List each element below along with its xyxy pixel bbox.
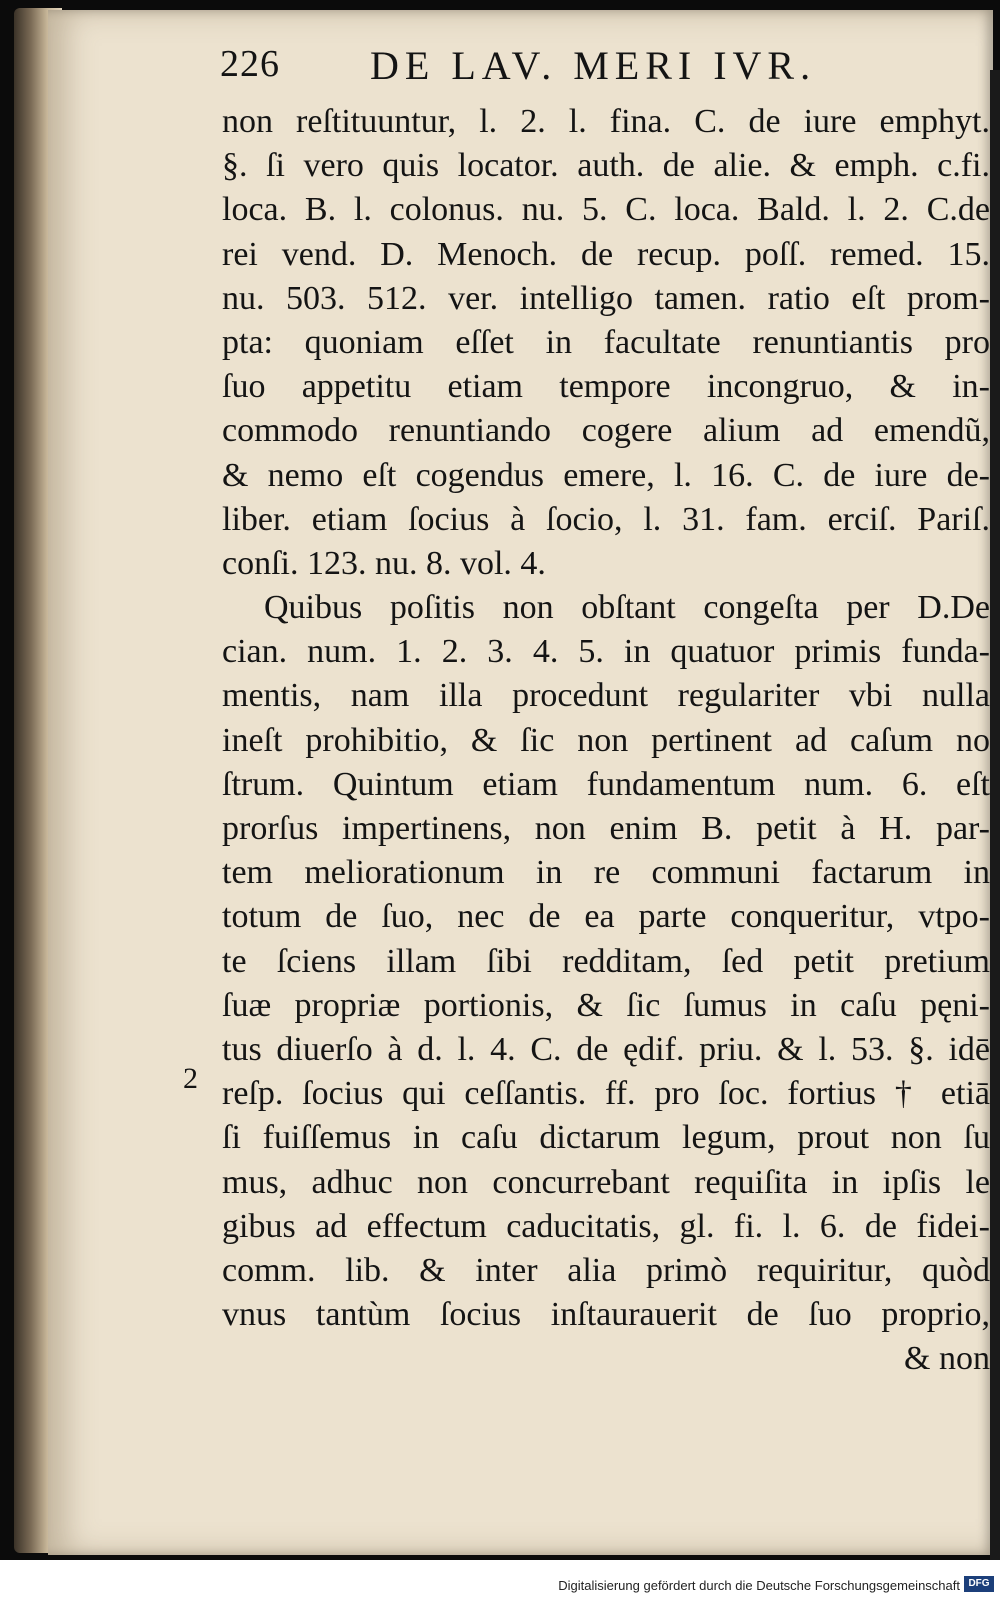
text-line: Quibus poſitis non obſtant congeſta per D.De — [264, 589, 990, 627]
text-line: totum de ſuo, nec de ea parte conqueritur, vtpo- — [222, 898, 990, 936]
text-line: comm. lib. & inter alia primò requiritur, quòd — [222, 1251, 990, 1289]
footer — [0, 1560, 1000, 1613]
text-line: commodo renuntiando cogere alium ad emendũ, — [222, 412, 990, 450]
page-number: 226 — [220, 43, 280, 85]
text-line: ſi fuiſſemus in caſu dictarum legum, prout non ſu — [222, 1119, 990, 1157]
text-line: cian. num. 1. 2. 3. 4. 5. in quatuor primis funda- — [222, 633, 990, 671]
page-header — [220, 34, 990, 94]
text-line: rei vend. D. Menoch. de recup. poſſ. remed. 15. — [222, 235, 990, 273]
text-line: prorſus impertinens, non enim B. petit à H. par- — [222, 810, 990, 847]
text-line: mus, adhuc non concurrebant requiſita in ipſis le — [222, 1163, 990, 1201]
margin-note: 2 — [183, 1062, 198, 1095]
page-edge-shadow — [990, 70, 1000, 1560]
text-line: nu. 503. 512. ver. intelligo tamen. ratio eſt prom- — [222, 279, 990, 317]
text-line: loca. B. l. colonus. nu. 5. C. loca. Bald. l. 2. C.de — [222, 191, 990, 229]
text-line: tus diuerſo à d. l. 4. C. de ędif. priu. & l. 53. §. idē — [222, 1030, 990, 1068]
text-line: ſuæ propriæ portionis, & ſic ſumus in caſu pęni- — [222, 986, 990, 1024]
text-line: vnus tantùm ſocius inſtaurauerit de ſuo proprio, — [222, 1296, 990, 1334]
text-line: gibus ad effectum caducitatis, gl. fi. l. 6. de fidei- — [222, 1207, 990, 1245]
text-line: non reſtituuntur, l. 2. l. fina. C. de iure emphyt. — [222, 103, 990, 140]
body-text — [222, 100, 990, 1381]
text-line: reſp. ſocius qui ceſſantis. ff. pro ſoc. fortius † etiā — [222, 1075, 990, 1113]
text-line: pta: quoniam eſſet in facultate renuntiantis pro — [222, 323, 990, 361]
dfg-logo-icon: DFG — [964, 1576, 994, 1592]
text-line: conſi. 123. nu. 8. vol. 4. — [222, 544, 546, 582]
digitization-credit: Digitalisierung gefördert durch die Deutsche Forschungsgemeinschaft — [558, 1578, 960, 1593]
text-line: & nemo eſt cogendus emere, l. 16. C. de iure de- — [222, 456, 990, 494]
text-line: §. ſi vero quis locator. auth. de alie. & emph. c.fi. — [222, 147, 990, 185]
text-line: mentis, nam illa procedunt regulariter vbi nulla — [222, 677, 990, 715]
running-title: DE LAV. MERI IVR. — [370, 43, 817, 88]
text-line: liber. etiam ſocius à ſocio, l. 31. fam. erciſ. Pariſ. — [222, 500, 990, 538]
catchword: & non — [904, 1340, 990, 1378]
text-line: ſuo appetitu etiam tempore incongruo, & in- — [222, 368, 990, 406]
text-line: tem meliorationum in re communi factarum in — [222, 854, 990, 892]
text-line: ineſt prohibitio, & ſic non pertinent ad caſum no — [222, 721, 990, 759]
text-line: ſtrum. Quintum etiam fundamentum num. 6. eſt — [222, 765, 990, 803]
text-line: te ſciens illam ſibi redditam, ſed petit pretium — [222, 942, 990, 980]
